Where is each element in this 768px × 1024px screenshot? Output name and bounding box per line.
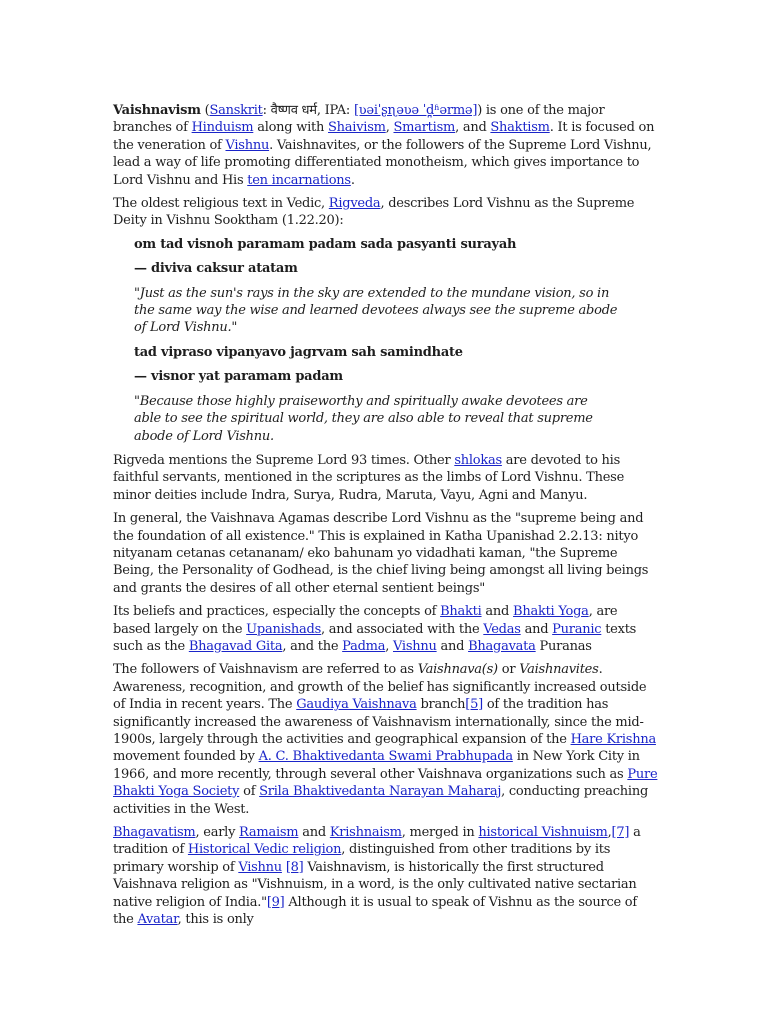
link-vishnu-purana[interactable]: Vishnu bbox=[393, 638, 437, 654]
paragraph-intro: Vaishnavism (Sanskrit: वैष्णव धर्म, IPA: [ʋəiˈʂɳəʋə ˈd̪ʱərmə]) is one of the major branches of Hinduism along with Shaivism, Smartism, and Shaktism. It is focused on the veneration of Vishnu. Vaishnavites, or the followers of the Supreme Lord Vishnu, lead a way of life promoting differentiated monotheism, which gives importance to Lord Vishnu and His ten incarnations. bbox=[113, 103, 655, 188]
link-shlokas[interactable]: shlokas bbox=[454, 452, 502, 468]
link-hare-krishna[interactable]: Hare Krishna bbox=[570, 732, 656, 747]
link-pure-bhakti-yoga-society[interactable]: Pure Bhakti Yoga Society bbox=[113, 766, 658, 800]
link-gaudiya-vaishnava[interactable]: Gaudiya Vaishnava bbox=[296, 697, 417, 713]
link-ramaism[interactable]: Ramaism bbox=[239, 825, 299, 841]
verse-translation-1: "Just as the sun's rays in the sky are extended to the mundane vision, so in the same way the wise and learned devotees always see the supreme abode of Lord Vishnu." bbox=[134, 285, 618, 336]
link-vedas[interactable]: Vedas bbox=[483, 621, 521, 637]
paragraph-beliefs: Its beliefs and practices, especially the concepts of Bhakti and Bhakti Yoga, are based largely on the Upanishads, and associated with the Vedas and Puranic texts such as the Bhagavad Gita, and the Padma, Vishnu and Bhagavata Puranas bbox=[113, 604, 637, 654]
link-ipa[interactable]: [ʋəiˈʂɳəʋə ˈd̪ʱərmə] bbox=[353, 103, 478, 118]
link-bhakti[interactable]: Bhakti bbox=[440, 604, 482, 620]
link-ref-9[interactable]: [9] bbox=[266, 894, 285, 910]
link-historical-vishnuism[interactable]: historical Vishnuism bbox=[478, 825, 608, 841]
paragraph-history: Bhagavatism, early Ramaism and Krishnaism, merged in historical Vishnuism,[7] a tradition of Historical Vedic religion, distinguished from other traditions by its primary worship of Vishnu [8] Vaishnavism, is historically the first structured Vaishnava religion as "Vishnuism, in a word, is the only cultivated native sectarian native religion of India."[9] Although it is usual to speak of Vishnu as the source of the Avatar, this is only bbox=[113, 825, 641, 928]
link-shaivism[interactable]: Shaivism bbox=[328, 120, 386, 136]
paragraph-followers: The followers of Vaishnavism are referred to as Vaishnava(s) or Vaishnavites. Awareness, recognition, and growth of the belief has significantly increased outside of India in recent years. The Gaudiya Vaishnava branch[5] of the tradition has significantly increased the awareness of Vaishnavism internationally, since the mid-1900s, largely through the activities and geographical expansion of the Hare Krishna movement founded by A. C. Bhaktivedanta Swami Prabhupada in New York City in 1966, and more recently, through several other Vaishnava organizations such as Pure Bhakti Yoga Society of Srila Bhaktivedanta Narayan Maharaj, conducting preaching activities in the West. bbox=[113, 662, 658, 817]
verse-block bbox=[134, 236, 658, 445]
link-ref-5[interactable]: [5] bbox=[465, 697, 483, 713]
link-upanishads[interactable]: Upanishads bbox=[246, 621, 322, 637]
link-prabhupada[interactable]: A. C. Bhaktivedanta Swami Prabhupada bbox=[258, 749, 513, 765]
paragraph-rigveda: The oldest religious text in Vedic, Rigveda, describes Lord Vishnu as the Supreme Deity in Vishnu Sooktham (1.22.20): bbox=[113, 196, 635, 229]
link-rigveda[interactable]: Rigveda bbox=[328, 196, 381, 212]
link-ref-7[interactable]: [7] bbox=[611, 825, 630, 841]
link-sanskrit[interactable]: Sanskrit bbox=[209, 103, 263, 118]
link-bhakti-yoga[interactable]: Bhakti Yoga bbox=[513, 604, 589, 620]
link-krishnaism[interactable]: Krishnaism bbox=[329, 825, 402, 841]
link-puranic[interactable]: Puranic bbox=[552, 621, 602, 637]
verse-line-2: — diviva caksur atatam bbox=[134, 261, 298, 277]
verse-line-3: tad vipraso vipanyavo jagrvam sah samindhate bbox=[134, 344, 463, 360]
link-ten-incarnations[interactable]: ten incarnations bbox=[247, 172, 351, 188]
article-body bbox=[113, 102, 658, 934]
verse-line-4: — visnor yat paramam padam bbox=[134, 369, 343, 385]
link-hinduism[interactable]: Hinduism bbox=[191, 120, 254, 136]
link-avatar[interactable]: Avatar bbox=[137, 912, 178, 928]
article-title: Vaishnavism bbox=[113, 103, 201, 118]
paragraph-rigveda-mentions: Rigveda mentions the Supreme Lord 93 times. Other shlokas are devoted to his faithful servants, mentioned in the scriptures as the limbs of Lord Vishnu. These minor deities include Indra, Surya, Rudra, Maruta, Vayu, Agni and Manyu. bbox=[113, 452, 625, 503]
link-shaktism[interactable]: Shaktism bbox=[490, 120, 550, 136]
paragraph-agamas: In general, the Vaishnava Agamas describe Lord Vishnu as the "supreme being and the foundation of all existence." This is explained in Katha Upanishad 2.2.13: nityo nityanam cetanas cetananam/ eko bahunam yo vidadhati kaman, "the Supreme Being, the Personality of Godhead, is the chief living being amongst all living beings and grants the desires of all other eternal sentient beings" bbox=[113, 511, 649, 596]
verse-line-1: om tad visnoh paramam padam sada pasyanti surayah bbox=[134, 236, 517, 252]
link-historical-vedic-religion[interactable]: Historical Vedic religion bbox=[187, 842, 342, 858]
link-padma[interactable]: Padma bbox=[342, 638, 386, 654]
link-smartism[interactable]: Smartism bbox=[393, 120, 456, 136]
link-vishnu[interactable]: Vishnu bbox=[225, 137, 270, 153]
link-bhagavad-gita[interactable]: Bhagavad Gita bbox=[188, 638, 283, 654]
link-bhagavata[interactable]: Bhagavata bbox=[468, 638, 536, 654]
verse-translation-2: "Because those highly praiseworthy and spiritually awake devotees are able to see the spiritual world, they are also able to reveal that supreme abode of Lord Vishnu. bbox=[134, 393, 593, 444]
link-ref-8[interactable]: [8] bbox=[285, 859, 304, 875]
link-narayan-maharaj[interactable]: Srila Bhaktivedanta Narayan Maharaj bbox=[259, 784, 502, 800]
link-bhagavatism[interactable]: Bhagavatism bbox=[113, 825, 196, 841]
link-vishnu-worship[interactable]: Vishnu bbox=[238, 859, 282, 875]
